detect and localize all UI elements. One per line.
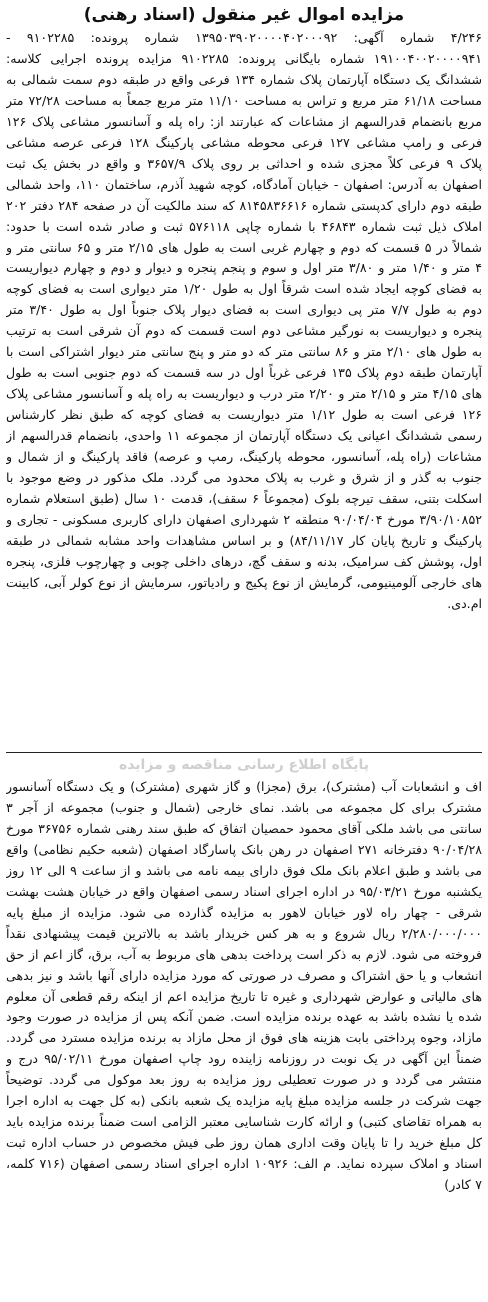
notice-paragraph-2: اف و انشعابات آب (مشترک)، برق (مجزا) و گاز شهری (مشترک) و یک دستگاه آسانسور مشترک برای کل مجموعه می باشد. نمای خارجی (شمال و جنوب) مجموعه از آجر ۳ سانتی می باشد ملکی آقای محمود حمصیان اتفاق که طبق سند رهنی شماره ۳۶۷۵۶ مورخ ۹۰/۰۴/۲۸ دفترخانه ۲۷۱ اصفهان در رهن بانک پاسارگاد اصفهان (شعبه حکیم نظامی) واقع می باشد و طبق اعلام بانک ملک فوق دارای بیمه نامه می باشد و از ساعت ۹ الی ۱۲ روز یکشنبه مورخ ۹۵/۰۳/۲۱ در اداره اجرای اسناد رسمی اصفهان واقع در خیابان هشت بهشت شرقی - چهار راه لاور خیابان لاهور به مزایده گذارده می شود. مزایده از مبلغ پایه ۲/۲۸۰/۰۰۰/۰۰۰ ریال شروع و به هر کس خریدار باشد به بالاترین قیمت پیشنهادی نقداً فروخته می شود. لازم به ذکر است پرداخت بدهی های مربوط به آب، برق، گاز اعم از حق انشعاب و یا حق اشتراک و مصرف در صورتی که مورد مزایده دارای آنها باشد و نیز بدهی های مالیاتی و عوارض شهرداری و غیره تا تاریخ مزایده اعم از اینکه رقم قطعی آن معلوم شده یا نشده باشد به عهده برنده مزایده است. ضمن آنکه پس از مزایده در صورت وجود مازاد، وجوه پرداختی بابت هزینه های فوق از محل مازاد به برنده مزایده مسترد می گردد. ضمناً این آگهی در یک نوبت در روزنامه زاینده رود چاپ اصفهان مورخ ۹۵/۰۲/۱۱ درج و منتشر می گردد و در صورت تعطیلی روز مزایده به روز بعد موکول می گردد. توضیحاً جهت شرکت در جلسه مزایده مبلغ پایه مزایده یک شعبه بانکی (به کل جهت به اداره اجرا به همراه تقاضای کتبی) و ارائه کارت شناسایی معتبر الزامی است ضمناً برنده مزایده باید کل مبلغ خرید را تا پایان وقت اداری همان روز طی فیش مخصوص در حساب اداره ثبت اسناد و املاک سپرده نماید. م الف: ۱۰۹۲۶ اداره اجرای اسناد رسمی اصفهان (۷۱۶ کلمه، ۷ کادر)	[6, 779, 482, 1193]
notice-paragraph-1: ۴/۲۴۶ شماره آگهی: ۱۳۹۵۰۳۹۰۲۰۰۰۰۴۰۲۰۰۰۹۲ شماره پرونده: ۹۱۰۲۲۸۵ - ۱۹۱۰۰۴۰۰۲۰۰۰۰۹۴۱ شماره بایگانی پرونده: ۹۱۰۲۲۸۵ مزایده پرونده اجرایی کلاسه: ششدانگ یک دستگاه آپارتمان پلاک شماره ۱۳۴ فرعی واقع در طبقه دوم سمت شمالی به مساحت ۶۱/۱۸ متر مربع و تراس به مساحت ۱۱/۱۰ متر مربع جمعاً به مساحت ۷۲/۲۸ متر مربع بانضمام قدرالسهم از مشاعات که عبارتند از: راه پله و آسانسور مشاعی پلاک ۱۲۶ فرعی و رامپ مشاعی ۱۲۷ فرعی محوطه مشاعی پارکینگ ۱۲۸ فرعی عرصه مشاعی پلاک ۹ فرعی کلاً مجزی شده و احداثی بر روی پلاک ۳۶۵۷/۹ و واقع در بخش یک ثبت اصفهان به آدرس: اصفهان - خیابان آمادگاه، کوچه شهید آذرم، ساختمان ۱۱۰، واحد شمالی طبقه دوم دارای کدپستی شماره ۸۱۴۵۸۳۶۶۱۶ که سند مالکیت آن در صفحه ۲۸۴ دفتر ۲۰۲ املاک ذیل ثبت شماره ۴۶۸۴۳ با شماره چاپی ۵۷۶۱۱۸ ثبت و صادر شده است با حدود: شمالاً در ۵ قسمت که دوم و چهارم غربی است به طول های ۲/۱۵ متر و ۶۵ سانتی متر و ۴ متر و ۱/۴۰ متر و ۳/۸۰ متر اول و سوم و پنجم پنجره و دیوار و دوم و چهارم دیواریست به فضای کوچه ایجاد شده است شرقاً اول به طول ۱/۲۰ متر دیواری است به فضای کوچه دوم به طول ۷/۷ متر پی دیواری است به فضای دیوار پلاک جنوباً اول به طول ۳/۴۰ متر پنجره و دیواریست به نورگیر مشاعی دوم است قسمت که دوم آن شرقی است به ترتیب به طول های ۲/۱۰ متر و ۸۶ سانتی متر که دو متر و پنج سانتی متر دیوار اشتراکی است با آپارتمان طبقه دوم پلاک ۱۳۵ فرعی غرباً اول در سه قسمت که دوم جنوبی است به طول های ۴/۱۵ متر و ۲/۱۵ متر و ۲/۲۰ متر درب و دیواریست به راه پله و آسانسور مشاعی پلاک ۱۲۶ فرعی است به طول ۱/۱۲ متر دیواریست به فضای کوچه که طبق نظر کارشناس رسمی ششدانگ اعیانی یک دستگاه آپارتمان از مجموعه ۱۱ واحدی، بانضمام قدرالسهم از مشاعات (راه پله، آسانسور، محوطه پارکینگ، رمپ و عرصه) فاقد پارکینگ و از شمال و جنوب به گذر و از شرق و غرب به پلاک محدود می گردد. ملک مذکور در وضع موجود با اسکلت بتنی، سقف تیرچه بلوک (مجموعاً ۶ سقف)، قدمت ۱۰ سال (طبق استعلام شماره ۳/۹۰/۱۰۸۵۲ مورخ ۹۰/۰۴/۰۴ منطقه ۲ شهرداری اصفهان دارای کاربری مسکونی - تجاری و پارکینگ و تاریخ پایان کار ۸۴/۱۱/۱۷) و بر اساس مشاهدات واحد مشابه شمالی در طبقه اول، پوشش کف سرامیک، بدنه و سقف گچ، درهای داخلی چوبی و چهارچوب فلزی، پنجره های خارجی آلومینیومی، گرمایش از نوع پکیج و رادیاتور، سرمایش از نوع کولر آبی، کابینت ام.دی.	[6, 30, 482, 611]
notice-body-part1	[6, 28, 482, 746]
section-divider	[6, 752, 482, 753]
notice-title: مزایده اموال غیر منقول (اسناد رهنی)	[83, 5, 405, 25]
watermark-text: پایگاه اطلاع رسانی مناقصه و مزایده	[118, 757, 370, 773]
notice-body-part2	[6, 777, 482, 1302]
